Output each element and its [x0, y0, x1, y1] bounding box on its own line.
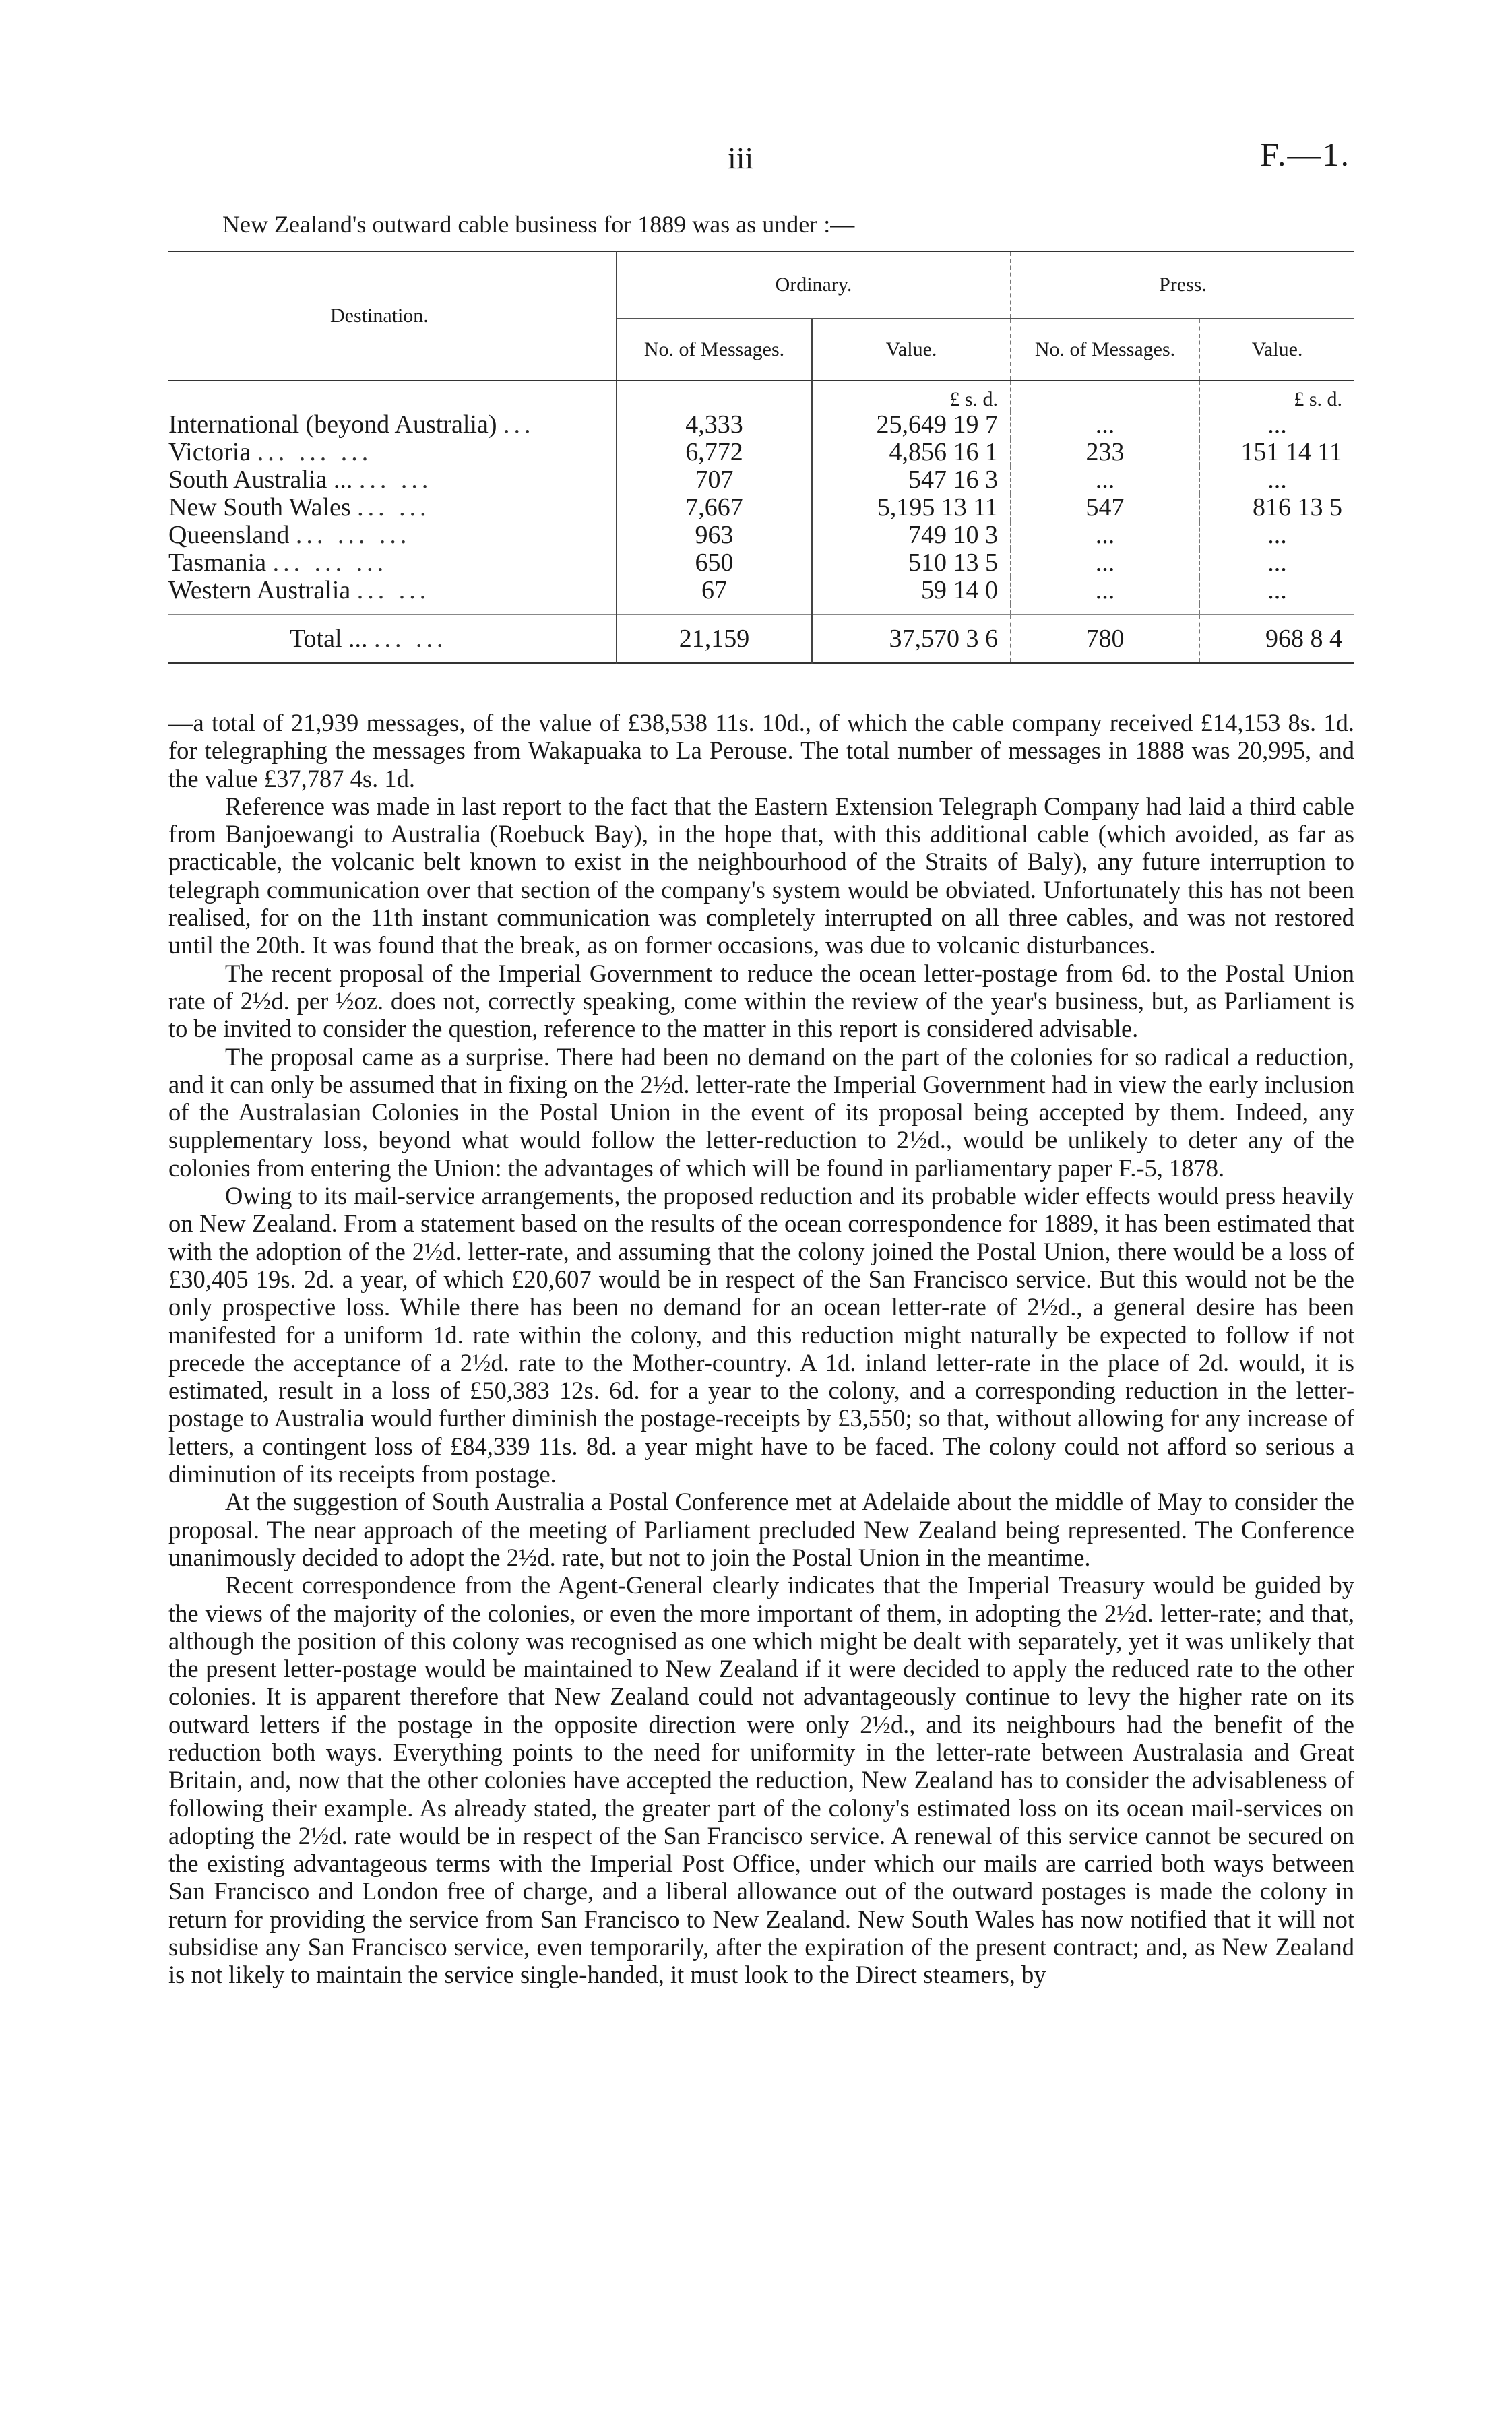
page-number: iii	[728, 141, 754, 175]
ordinary-value: 547 16 3	[812, 466, 1011, 494]
table-row: International (beyond Australia) ... 4,333 25,649 19 7 ... ...	[168, 411, 1354, 439]
press-value: 816 13 5	[1199, 494, 1354, 521]
total-label: Total ...	[290, 625, 368, 653]
destination-name: International (beyond Australia)	[168, 410, 497, 439]
press-value: ...	[1199, 466, 1354, 494]
paragraph-totals: —a total of 21,939 messages, of the value of £38,538 11s. 10d., of which the cable company received £14,153 8s. 1d. for telegraphing the messages from Wakapuaka to La Perouse. The total number of messages in 1888 was 20,995, and the value £37,787 4s. 1d.	[168, 709, 1354, 792]
ordinary-value: 510 13 5	[812, 549, 1011, 577]
paragraph-estimated-loss: Owing to its mail-service arrangements, the proposed reduction and its probable wider effects would press heavily on New Zealand. From a statement based on the results of the ocean correspondence for 1889, it has been estimated that with the adoption of the 2½d. letter-rate, and assuming that the colony joined the Postal Union, there would be a loss of £30,405 19s. 2d. a year, of which £20,607 would be in respect of the San Francisco service. But this would not be the only prospective loss. While there has been no demand for an ocean letter-rate of 2½d., a general desire has been manifested for a uniform 1d. rate within the colony, and this reduction might naturally be expected to follow if not precede the acceptance of a 2½d. rate to the Mother-country. A 1d. inland letter-rate in the place of 2d. would, it is estimated, result in a loss of £50,383 12s. 6d. for a year to the colony, and a corresponding reduction in the letter-postage to Australia would further diminish the postage-receipts by £3,550; so that, without allowing for any increase of letters, a contingent loss of £84,339 11s. 8d. a year might have to be faced. The colony could not afford so serious a diminution of its receipts from postage.	[168, 1182, 1354, 1488]
destination-name: South Australia ...	[168, 466, 353, 494]
press-messages-header: No. of Messages.	[1011, 319, 1199, 381]
ordinary-value: 749 10 3	[812, 521, 1011, 549]
table-row: Western Australia ... ... 67 59 14 0 ... ...	[168, 577, 1354, 604]
destination-name: New South Wales	[168, 493, 351, 521]
ordinary-value: 59 14 0	[812, 577, 1011, 604]
press-messages: ...	[1011, 577, 1199, 604]
paragraph-imperial-proposal: The recent proposal of the Imperial Government to reduce the ocean letter-postage from 6d. to the Postal Union rate of 2½d. per ½oz. does not, correctly speaking, come within the review of the year's business, but, as Parliament is to be invited to consider the question, reference to the matter in this report is considered advisable.	[168, 959, 1354, 1043]
ordinary-messages: 707	[617, 466, 812, 494]
press-messages: 547	[1011, 494, 1199, 521]
ordinary-value: 4,856 16 1	[812, 439, 1011, 466]
destination-name: Victoria	[168, 438, 251, 466]
press-messages: ...	[1011, 521, 1199, 549]
document-reference: F.—1.	[1260, 135, 1350, 173]
press-value: ...	[1199, 521, 1354, 549]
paragraph-postal-conference: At the suggestion of South Australia a Postal Conference met at Adelaide about the middle of May to consider the proposal. The near approach of the meeting of Parliament precluded New Zealand being represented. The Conference unanimously decided to adopt the 2½d. rate, but not to join the Postal Union in the meantime.	[168, 1488, 1354, 1571]
table-row: New South Wales ... ... 7,667 5,195 13 11 547 816 13 5	[168, 494, 1354, 521]
destination-name: Tasmania	[168, 548, 267, 577]
paragraph-agent-general: Recent correspondence from the Agent-General clearly indicates that the Imperial Treasury would be guided by the views of the majority of the colonies, or even the more important of them, in adopting the 2½d. letter-rate; and that, although the position of this colony was recognised as one which might be dealt with separately, yet it was unlikely that the present letter-postage would be maintained to New Zealand if it were decided to apply the reduced rate to the other colonies. It is apparent therefore that New Zealand could not advantageously continue to levy the higher rate on its outward letters if the postage in the opposite direction were only 2½d., and its neighbours had the benefit of the reduction both ways. Everything points to the need for uniformity in the letter-rate between Australasia and Great Britain, and, now that the other colonies have accepted the reduction, New Zealand has to consider the advisableness of following their example. As already stated, the greater part of the colony's estimated loss on its ocean mail-services on adopting the 2½d. rate would be in respect of the San Francisco service. A renewal of this service cannot be secured on the existing advantageous terms with the Imperial Post Office, under which our mails are carried both ways between San Francisco and London free of charge, and a liberal allowance out of the outward postages is made the colony in return for providing the service from San Francisco to New Zealand. New South Wales has now notified that it will not subsidise any San Francisco service, even temporarily, after the expiration of the present contract; and, as New Zealand is not likely to maintain the service single-handed, it must look to the Direct steamers, by	[168, 1571, 1354, 1989]
total-ordinary-messages: 21,159	[617, 614, 812, 663]
press-messages: ...	[1011, 411, 1199, 439]
ordinary-messages: 67	[617, 577, 812, 604]
ordinary-messages: 650	[617, 549, 812, 577]
report-body	[168, 709, 1354, 1989]
ordinary-value: 5,195 13 11	[812, 494, 1011, 521]
press-money-units: £ s. d.	[1199, 381, 1354, 411]
cable-business-table	[168, 251, 1354, 664]
press-messages: ...	[1011, 466, 1199, 494]
ordinary-messages-header: No. of Messages.	[617, 319, 812, 381]
press-value: ...	[1199, 549, 1354, 577]
press-value: ...	[1199, 577, 1354, 604]
ordinary-messages: 4,333	[617, 411, 812, 439]
ordinary-header: Ordinary.	[617, 251, 1011, 319]
table-intro: New Zealand's outward cable business for 1889 was as under :—	[222, 211, 855, 238]
total-ordinary-value: 37,570 3 6	[812, 614, 1011, 663]
press-header: Press.	[1011, 251, 1354, 319]
ordinary-value-header: Value.	[812, 319, 1011, 381]
ordinary-value: 25,649 19 7	[812, 411, 1011, 439]
ordinary-messages: 6,772	[617, 439, 812, 466]
total-press-value: 968 8 4	[1199, 614, 1354, 663]
ordinary-money-units: £ s. d.	[812, 381, 1011, 411]
press-messages: ...	[1011, 549, 1199, 577]
paragraph-cable-interruption: Reference was made in last report to the fact that the Eastern Extension Telegraph Company had laid a third cable from Banjoewangi to Australia (Roebuck Bay), in the hope that, with this additional cable (which avoided, as far as practicable, the volcanic belt known to exist in the neighbourhood of the Straits of Baly), any future interruption to telegraph communication over that section of the company's system would be obviated. Unfortunately this has not been realised, for on the 11th instant communication was completely interrupted on all three cables, and was not restored until the 20th. It was found that the break, as on former occasions, was due to volcanic disturbances.	[168, 792, 1354, 959]
press-value: 151 14 11	[1199, 439, 1354, 466]
table-row: Queensland ... ... ... 963 749 10 3 ... ...	[168, 521, 1354, 549]
ordinary-messages: 963	[617, 521, 812, 549]
press-messages: 233	[1011, 439, 1199, 466]
press-value-header: Value.	[1199, 319, 1354, 381]
destination-name: Western Australia	[168, 576, 351, 604]
press-value: ...	[1199, 411, 1354, 439]
ordinary-messages: 7,667	[617, 494, 812, 521]
destination-header: Destination.	[168, 251, 617, 381]
total-press-messages: 780	[1011, 614, 1199, 663]
table-row: Tasmania ... ... ... 650 510 13 5 ... ...	[168, 549, 1354, 577]
table-row: Victoria ... ... ... 6,772 4,856 16 1 233 151 14 11	[168, 439, 1354, 466]
paragraph-surprise: The proposal came as a surprise. There had been no demand on the part of the colonies for so radical a reduction, and it can only be assumed that in fixing on the 2½d. letter-rate the Imperial Government had in view the early inclusion of the Australasian Colonies in the Postal Union in the event of its proposal being accepted by them. Indeed, any supplementary loss, beyond what would follow the letter-reduction to 2½d., would be unlikely to deter any of the colonies from entering the Union: the advantages of which will be found in parliamentary paper F.-5, 1878.	[168, 1042, 1354, 1182]
table-row: South Australia ... ... ... 707 547 16 3 ... ...	[168, 466, 1354, 494]
total-row: Total ... ... ... 21,159 37,570 3 6 780 968 8 4	[168, 614, 1354, 663]
destination-name: Queensland	[168, 521, 290, 549]
